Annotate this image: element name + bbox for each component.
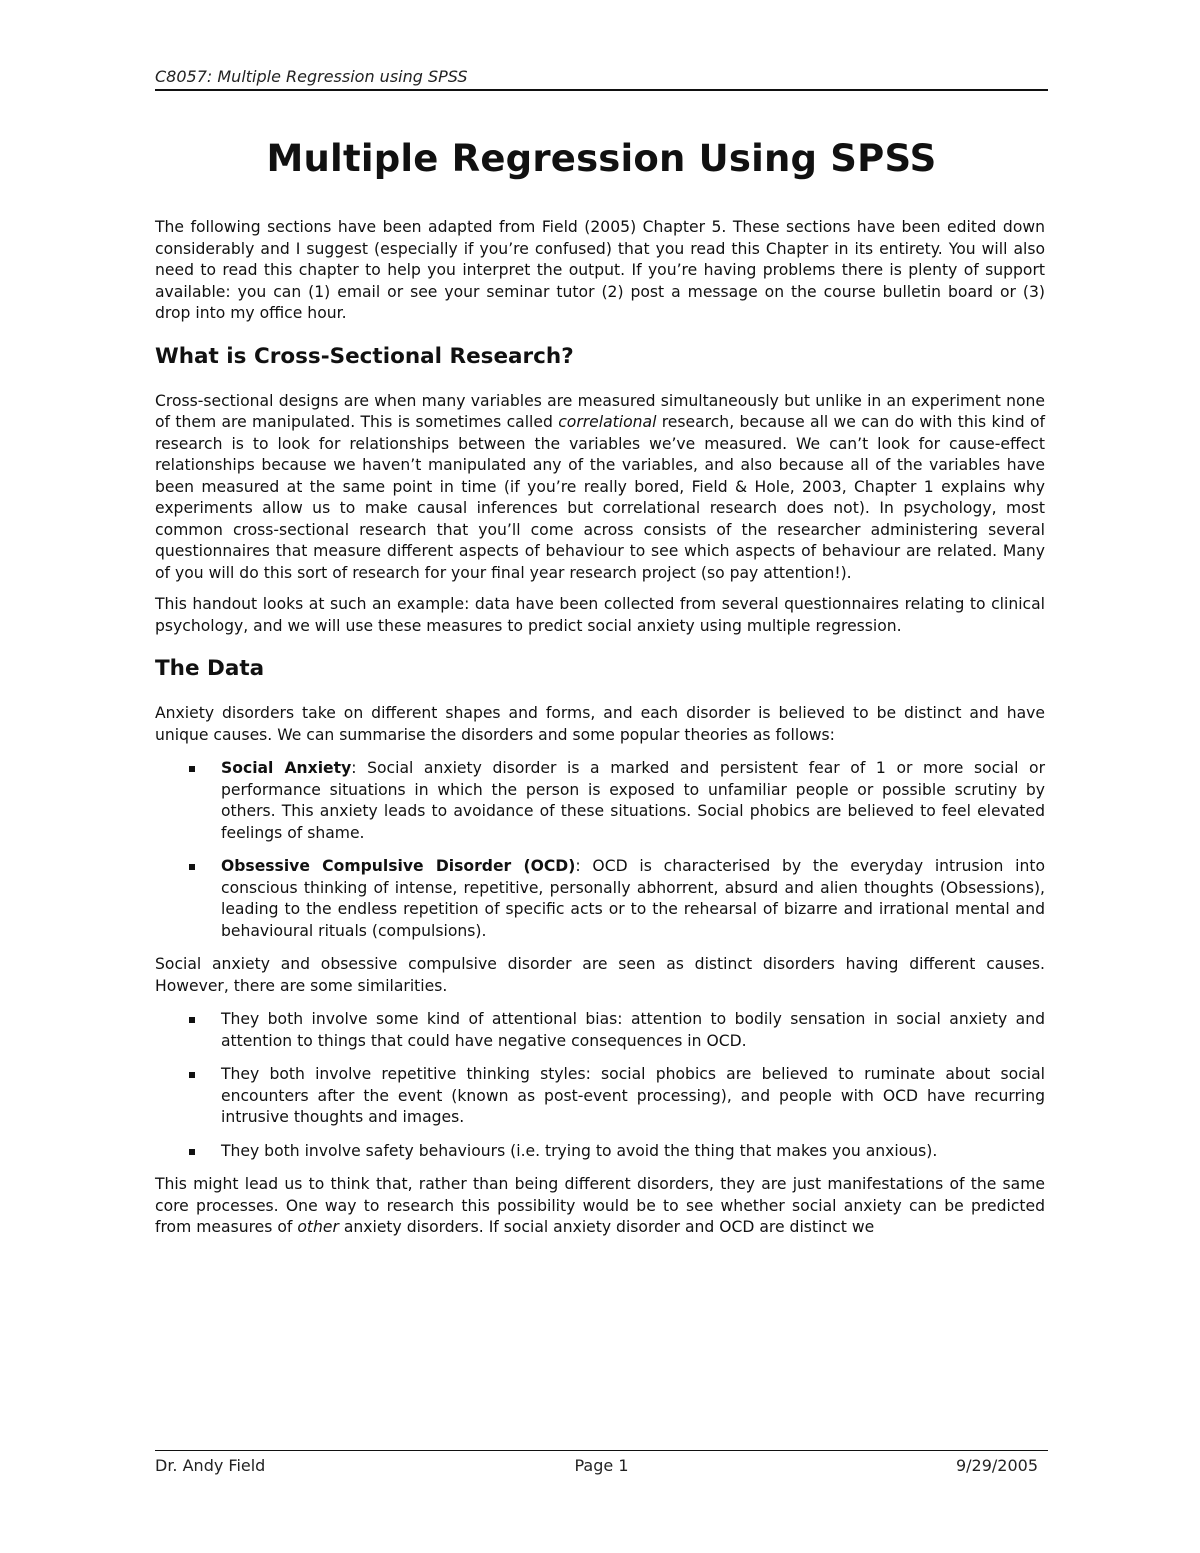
distinct-disorders-paragraph: Social anxiety and obsessive compulsive disorder are seen as distinct disorders having different causes. However, there are some similarities. — [155, 955, 1045, 995]
list-item-text: They both involve repetitive thinking styles: social phobics are believed to ruminate about social encounters after the event (known as post-event processing), and people with OCD have recurring intrusive thoughts and images. — [221, 1065, 1045, 1126]
term-ocd: Obsessive Compulsive Disorder (OCD) — [221, 857, 576, 875]
disorder-list — [155, 758, 1045, 942]
list-item — [155, 1064, 1045, 1129]
running-header: C8057: Multiple Regression using SPSS — [155, 67, 1048, 91]
footer-page-number: Page 1 — [574, 1456, 629, 1475]
handout-example-paragraph: This handout looks at such an example: data have been collected from several questionnaires relating to clinical psychology, and we will use these measures to predict social anxiety using multiple regression. — [155, 595, 1045, 635]
emphasis-correlational: correlational — [558, 413, 657, 431]
section-heading-cross-sectional: What is Cross-Sectional Research? — [155, 343, 574, 369]
bullet-icon — [189, 864, 195, 870]
bullet-icon — [189, 766, 195, 772]
bullet-icon — [189, 1017, 195, 1023]
section-heading-the-data: The Data — [155, 656, 265, 681]
cross-sectional-paragraph — [155, 391, 1045, 585]
list-item-text: They both involve some kind of attentional bias: attention to bodily sensation in social anxiety and attention to things that could have negative consequences in OCD. — [221, 1010, 1045, 1050]
document-page — [155, 0, 1048, 1553]
definition-text: : OCD is characterised by the everyday intrusion into conscious thinking of intense, repetitive, personally abhorrent, absurd and alien thoughts (Obsessions), leading to the endless repetition of specific acts or to the rehearsal of bizarre and irrational mental and behavioural rituals (compulsions). — [221, 857, 1045, 940]
list-item — [155, 1141, 1045, 1163]
text-run: This might lead us to think that, rather than being different disorders, they are just manifestations of the same core processes. One way to research this possibility would be to see whether social anxiety can be predicted from measures of — [155, 1175, 1045, 1236]
text-run: anxiety disorders. If social anxiety disorder and OCD are distinct we — [338, 1218, 875, 1236]
emphasis-other: other — [297, 1218, 339, 1236]
document-title: Multiple Regression Using SPSS — [266, 137, 937, 180]
running-footer — [155, 1450, 1048, 1481]
list-item-text: They both involve safety behaviours (i.e. trying to avoid the thing that makes you anxious). — [221, 1141, 938, 1160]
definition-text: : Social anxiety disorder is a marked and persistent fear of 1 or more social or performance situations in which the person is exposed to unfamiliar people or possible scrutiny by others. This anxiety leads to avoidance of these situations. Social phobics are believed to feel elevated feelings of shame. — [221, 759, 1045, 842]
bullet-icon — [189, 1149, 195, 1155]
similarities-list — [155, 1009, 1045, 1162]
list-item-social-anxiety — [155, 758, 1045, 844]
text-run: Cross-sectional designs are when many variables are measured simultaneously but unlike in an experiment none of them are manipulated. This is sometimes called — [155, 391, 1045, 431]
document-body — [155, 217, 1045, 1249]
footer-date: 9/29/2005 — [955, 1456, 1038, 1475]
anxiety-disorders-paragraph: Anxiety disorders take on different shapes and forms, and each disorder is believed to be distinct and have unique causes. We can summarise the disorders and some popular theories as follows: — [155, 704, 1045, 744]
intro-paragraph: The following sections have been adapted from Field (2005) Chapter 5. These sections have been edited down considerably and I suggest (especially if you’re confused) that you read this Chapter in its entirety. You will also need to read this chapter to help you interpret the output. If you’re having problems there is plenty of support available: you can (1) email or see your seminar tutor (2) post a message on the course bulletin board or (3) drop into my office hour. — [155, 218, 1045, 322]
core-processes-paragraph — [155, 1174, 1045, 1239]
term-social-anxiety: Social Anxiety — [221, 759, 352, 777]
text-run: research, because all we can do with this kind of research is to look for relationships between the variables we’ve measured. We can’t look for cause-effect relationships because we haven’t manipulated any of the variables, and also because all of the variables have been measured at the same point in time (if you’re really bored, Field & Hole, 2003, Chapter 1 explains why experiments allow us to make causal inferences but correlational research does not). In psychology, most common cross-sectional research that you’ll come across consists of the researcher administering several questionnaires that measure different aspects of behaviour to see which aspects of behaviour are related. Many of you will do this sort of research for your final year research project (so pay attention!). — [155, 413, 1045, 582]
list-item-ocd — [155, 856, 1045, 942]
footer-author: Dr. Andy Field — [155, 1456, 266, 1475]
bullet-icon — [189, 1072, 195, 1078]
list-item — [155, 1009, 1045, 1052]
